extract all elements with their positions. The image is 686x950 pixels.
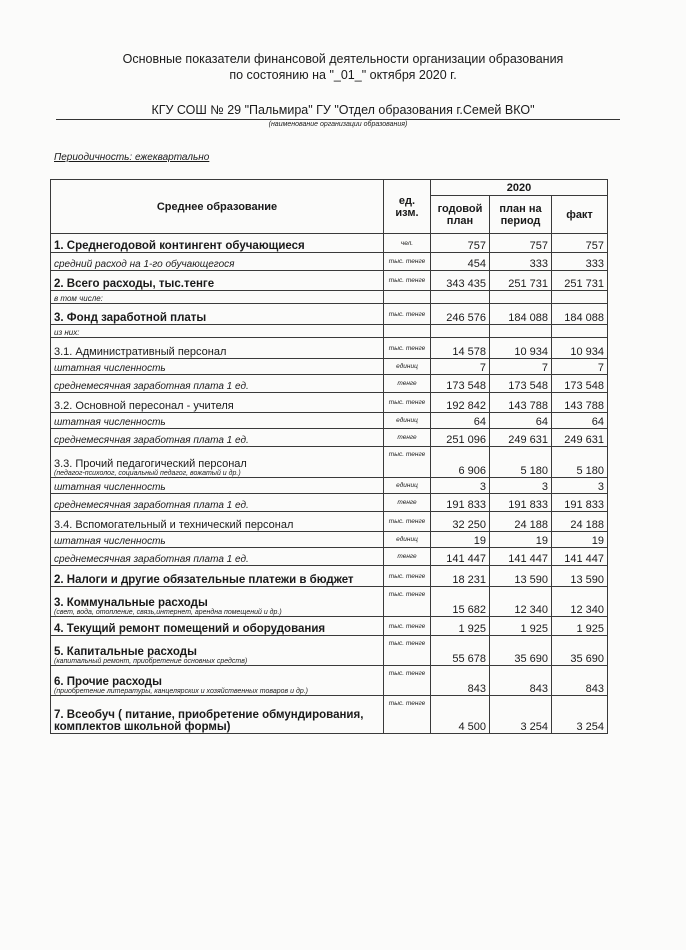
row-period-plan: 3: [490, 478, 552, 494]
row-annual-plan: 19: [431, 532, 490, 548]
row-fact: 843: [552, 666, 608, 696]
table-row: [51, 512, 608, 532]
table-row: [51, 548, 608, 566]
row-period-plan: 12 340: [490, 587, 552, 617]
row-fact: 249 631: [552, 429, 608, 447]
row-fact: 757: [552, 234, 608, 253]
row-label-text: среднемесячная заработная плата 1 ед.: [54, 554, 249, 565]
row-unit: тенге: [384, 494, 431, 512]
header-fact: факт: [552, 196, 608, 234]
row-fact: 13 590: [552, 566, 608, 587]
row-annual-plan: 192 842: [431, 393, 490, 413]
row-annual-plan: 64: [431, 413, 490, 429]
report-title-line2: по состоянию на "_01_" октября 2020 г.: [229, 68, 457, 82]
row-label-note: (капитальный ремонт, приобретение основных средств): [54, 658, 248, 665]
row-annual-plan: 246 576: [431, 304, 490, 325]
row-fact: 3: [552, 478, 608, 494]
row-period-plan: 173 548: [490, 375, 552, 393]
row-label: [51, 617, 384, 636]
row-period-plan: 5 180: [490, 447, 552, 478]
table-row: [51, 234, 608, 253]
row-period-plan: 757: [490, 234, 552, 253]
row-label: [51, 532, 384, 548]
row-label-text: штатная численность: [54, 363, 166, 374]
row-label: [51, 271, 384, 291]
row-unit: тыс. тенге: [384, 636, 431, 666]
row-label-note: комплектов школьной формы): [54, 721, 231, 733]
row-annual-plan: 3: [431, 478, 490, 494]
table-row: [51, 566, 608, 587]
row-period-plan: [490, 291, 552, 304]
row-fact: 143 788: [552, 393, 608, 413]
row-label: [51, 429, 384, 447]
periodicity: Периодичность: ежеквартально: [54, 152, 210, 163]
row-annual-plan: 757: [431, 234, 490, 253]
row-label: [51, 666, 384, 696]
table-row: [51, 393, 608, 413]
row-fact: 7: [552, 359, 608, 375]
row-label-text: 3.2. Основной пересонал - учителя: [54, 400, 234, 412]
table-row: [51, 636, 608, 666]
row-label-text: из них:: [54, 328, 80, 337]
row-period-plan: 10 934: [490, 338, 552, 359]
row-period-plan: 251 731: [490, 271, 552, 291]
row-label: [51, 234, 384, 253]
table-row: [51, 271, 608, 291]
row-unit: тенге: [384, 375, 431, 393]
table-row: [51, 291, 608, 304]
table-row: [51, 253, 608, 271]
row-label-note: (педагог-психолог, социальный педагог, вожатый и др.): [54, 470, 241, 477]
row-label: [51, 304, 384, 325]
row-label: [51, 566, 384, 587]
row-label-text: в том числе:: [54, 294, 103, 303]
table-row: [51, 478, 608, 494]
row-unit: единиц: [384, 359, 431, 375]
row-label-text: 1. Среднегодовой контингент обучающиеся: [54, 240, 305, 252]
row-label: [51, 636, 384, 666]
row-label: [51, 375, 384, 393]
row-annual-plan: 343 435: [431, 271, 490, 291]
table-row: [51, 696, 608, 734]
row-fact: 5 180: [552, 447, 608, 478]
row-label-text: 3.1. Административный персонал: [54, 346, 227, 358]
row-period-plan: 1 925: [490, 617, 552, 636]
row-label-text: 3. Фонд заработной платы: [54, 312, 207, 324]
row-unit: тыс. тенге: [384, 666, 431, 696]
row-annual-plan: [431, 291, 490, 304]
row-fact: 64: [552, 413, 608, 429]
table-row: [51, 617, 608, 636]
row-fact: 184 088: [552, 304, 608, 325]
organization-caption: (наименование организации образования): [268, 121, 408, 128]
row-unit: тыс. тенге: [384, 566, 431, 587]
row-label: [51, 548, 384, 566]
row-label: [51, 587, 384, 617]
row-annual-plan: 6 906: [431, 447, 490, 478]
row-annual-plan: 141 447: [431, 548, 490, 566]
row-fact: 141 447: [552, 548, 608, 566]
row-label: [51, 696, 384, 734]
row-label-text: штатная численность: [54, 417, 166, 428]
table-row: [51, 413, 608, 429]
table-row: [51, 429, 608, 447]
row-annual-plan: 55 678: [431, 636, 490, 666]
row-period-plan: 141 447: [490, 548, 552, 566]
row-period-plan: 843: [490, 666, 552, 696]
table-row: [51, 494, 608, 512]
row-label: [51, 393, 384, 413]
row-label-text: среднемесячная заработная плата 1 ед.: [54, 435, 249, 446]
header-period-plan: план на период: [490, 196, 552, 234]
table-row: [51, 587, 608, 617]
row-label-text: 6. Прочие расходы: [54, 676, 162, 688]
financial-table: [50, 179, 608, 734]
table-row: [51, 532, 608, 548]
row-annual-plan: 251 096: [431, 429, 490, 447]
header-name: Среднее образование: [51, 180, 384, 234]
row-unit: тыс. тенге: [384, 512, 431, 532]
row-annual-plan: 843: [431, 666, 490, 696]
row-unit: единиц: [384, 478, 431, 494]
row-period-plan: 3 254: [490, 696, 552, 734]
row-period-plan: 35 690: [490, 636, 552, 666]
row-label-text: 7. Всеобуч ( питание, приобретение обмундирования,: [54, 709, 364, 721]
row-label-note: (свет, вода, отопление, связь,интернет, арендна помещений и др.): [54, 609, 282, 616]
row-label: [51, 478, 384, 494]
row-unit: тыс. тенге: [384, 393, 431, 413]
row-label: [51, 253, 384, 271]
row-annual-plan: 32 250: [431, 512, 490, 532]
table-row: [51, 338, 608, 359]
row-fact: 24 188: [552, 512, 608, 532]
row-unit: тыс. тенге: [384, 587, 431, 617]
table-row: [51, 447, 608, 478]
report-title-line1: Основные показатели финансовой деятельности организации образования: [122, 52, 564, 66]
row-fact: 3 254: [552, 696, 608, 734]
row-fact: 12 340: [552, 587, 608, 617]
row-unit: тыс. тенге: [384, 338, 431, 359]
row-label-text: 5. Капитальные расходы: [54, 646, 197, 658]
row-period-plan: 7: [490, 359, 552, 375]
header-unit: ед. изм.: [384, 180, 431, 234]
row-unit: чел.: [384, 234, 431, 253]
row-label: [51, 447, 384, 478]
row-unit: единиц: [384, 532, 431, 548]
row-label: [51, 413, 384, 429]
row-label: [51, 512, 384, 532]
organization-name: КГУ СОШ № 29 "Пальмира" ГУ "Отдел образования г.Семей ВКО": [151, 103, 535, 117]
table-row: [51, 304, 608, 325]
organization-underline: [56, 119, 620, 120]
row-unit: тыс. тенге: [384, 617, 431, 636]
row-period-plan: 13 590: [490, 566, 552, 587]
row-fact: 1 925: [552, 617, 608, 636]
row-unit: тенге: [384, 548, 431, 566]
row-period-plan: 184 088: [490, 304, 552, 325]
row-annual-plan: 7: [431, 359, 490, 375]
row-unit: тыс. тенге: [384, 696, 431, 734]
row-period-plan: 64: [490, 413, 552, 429]
row-annual-plan: 1 925: [431, 617, 490, 636]
row-fact: [552, 291, 608, 304]
row-unit: тыс. тенге: [384, 271, 431, 291]
row-unit: [384, 291, 431, 304]
row-period-plan: [490, 325, 552, 338]
row-annual-plan: 4 500: [431, 696, 490, 734]
row-annual-plan: [431, 325, 490, 338]
row-annual-plan: 454: [431, 253, 490, 271]
row-annual-plan: 173 548: [431, 375, 490, 393]
row-period-plan: 249 631: [490, 429, 552, 447]
row-label-text: среднемесячная заработная плата 1 ед.: [54, 381, 249, 392]
row-label-text: 4. Текущий ремонт помещений и оборудования: [54, 623, 326, 635]
header-year: 2020: [431, 180, 608, 196]
row-label: [51, 325, 384, 338]
table-row: [51, 375, 608, 393]
row-label-text: штатная численность: [54, 482, 166, 493]
row-label-note: (приобретение литературы, канцелярских и хозяйственных товаров и др.): [54, 688, 308, 695]
table-row: [51, 359, 608, 375]
row-unit: тенге: [384, 429, 431, 447]
table-body: [51, 234, 608, 734]
row-label-text: 3. Коммунальные расходы: [54, 597, 208, 609]
row-label: [51, 359, 384, 375]
row-label: [51, 338, 384, 359]
row-unit: тыс. тенге: [384, 253, 431, 271]
row-period-plan: 191 833: [490, 494, 552, 512]
row-unit: тыс. тенге: [384, 447, 431, 478]
row-label-text: 2. Налоги и другие обязательные платежи в бюджет: [54, 574, 354, 586]
row-label-text: 3.4. Вспомогательный и технический персонал: [54, 519, 294, 531]
row-label-text: 2. Всего расходы, тыс.тенге: [54, 278, 215, 290]
row-fact: 10 934: [552, 338, 608, 359]
row-label-text: среднемесячная заработная плата 1 ед.: [54, 500, 249, 511]
row-annual-plan: 14 578: [431, 338, 490, 359]
row-fact: 191 833: [552, 494, 608, 512]
row-label-text: средний расход на 1-го обучающегося: [54, 259, 235, 270]
row-unit: единиц: [384, 413, 431, 429]
row-annual-plan: 18 231: [431, 566, 490, 587]
row-fact: 19: [552, 532, 608, 548]
row-unit: тыс. тенге: [384, 304, 431, 325]
row-period-plan: 333: [490, 253, 552, 271]
row-label-text: 3.3. Прочий педагогический персонал: [54, 458, 247, 470]
row-unit: [384, 325, 431, 338]
header-annual-plan: годовой план: [431, 196, 490, 234]
row-label: [51, 291, 384, 304]
row-period-plan: 19: [490, 532, 552, 548]
row-fact: 35 690: [552, 636, 608, 666]
row-fact: [552, 325, 608, 338]
table-row: [51, 325, 608, 338]
row-fact: 173 548: [552, 375, 608, 393]
row-period-plan: 24 188: [490, 512, 552, 532]
table-row: [51, 666, 608, 696]
row-period-plan: 143 788: [490, 393, 552, 413]
row-annual-plan: 191 833: [431, 494, 490, 512]
row-fact: 333: [552, 253, 608, 271]
row-fact: 251 731: [552, 271, 608, 291]
row-annual-plan: 15 682: [431, 587, 490, 617]
row-label-text: штатная численность: [54, 536, 166, 547]
row-label: [51, 494, 384, 512]
